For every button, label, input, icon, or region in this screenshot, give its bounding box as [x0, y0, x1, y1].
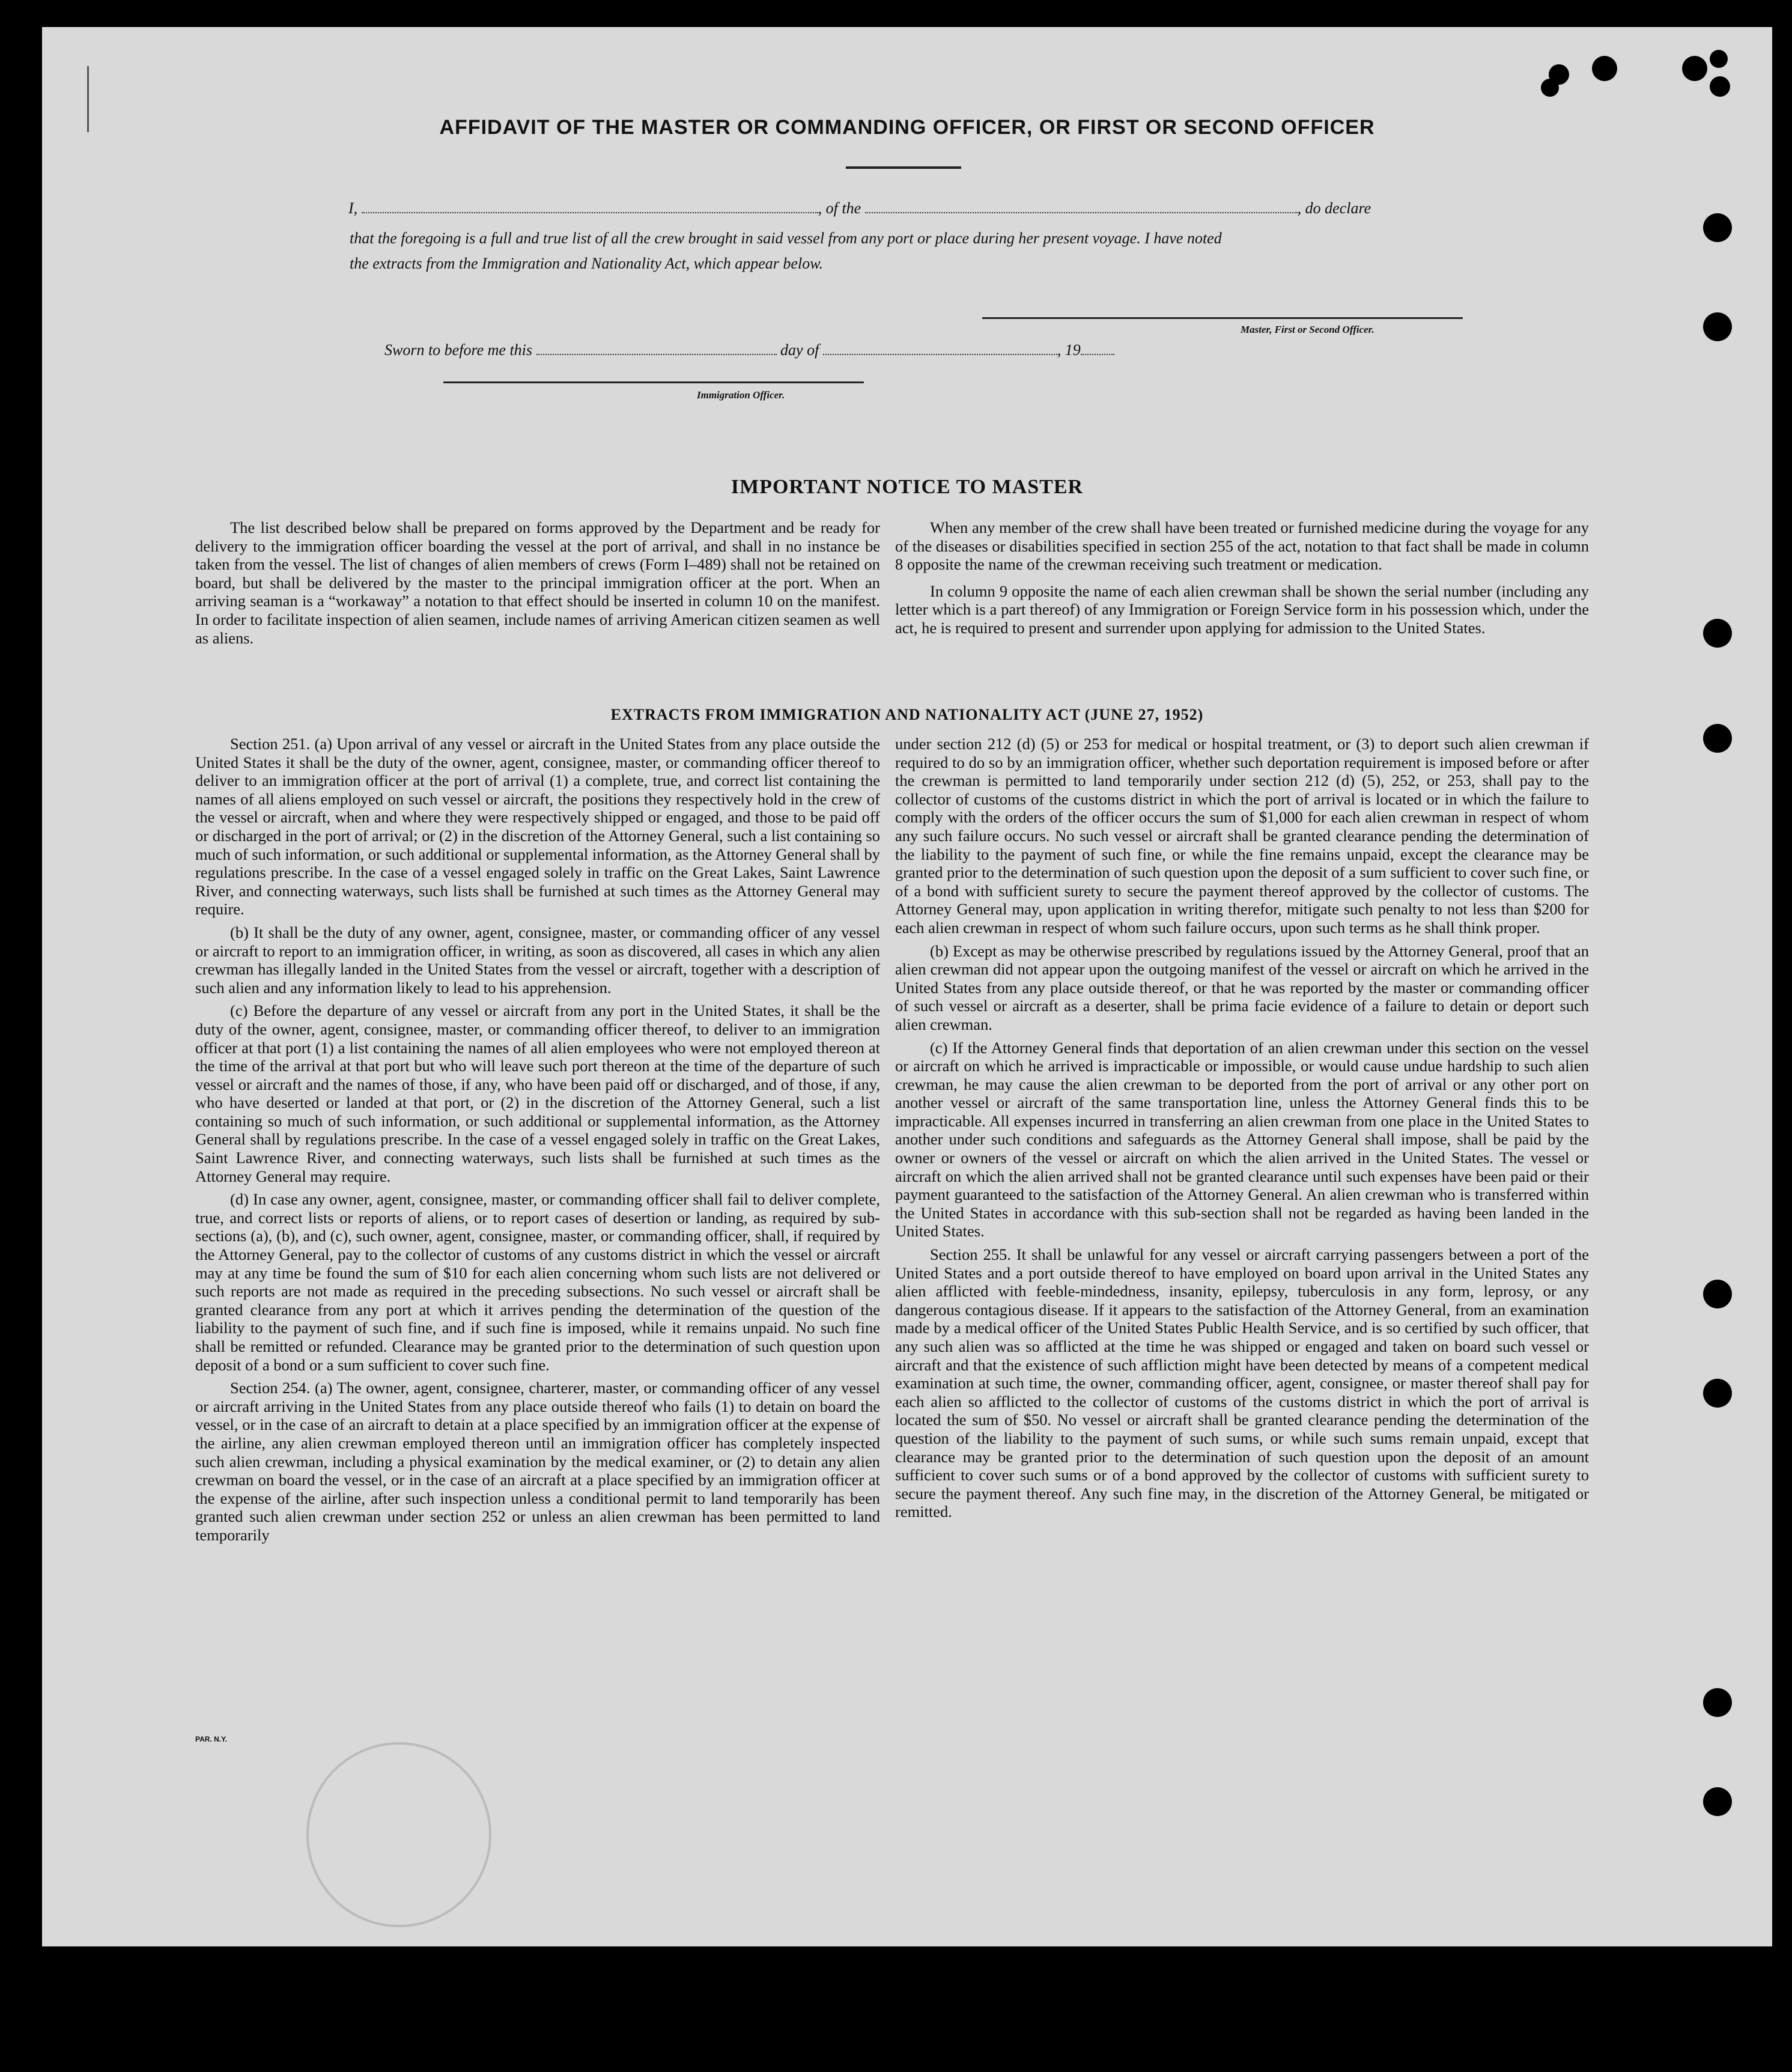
punch-hole	[1682, 56, 1707, 81]
name-field[interactable]	[362, 198, 818, 213]
sworn-month-field[interactable]	[823, 339, 1057, 355]
declaration-line-3: the extracts from the Immigration and Nationality Act, which appear below.	[350, 255, 824, 272]
declaration-prefix: I,	[348, 199, 358, 217]
notice-right-paragraph-2: In column 9 opposite the name of each alien crewman shall be shown the serial number (including any letter which is a part thereof) of any Immigration or Foreign Service form in his possession which, under the act, he is required to present and surrender upon applying for admission to the United States.	[895, 582, 1589, 637]
sworn-prefix: Sworn to before me this	[384, 341, 533, 359]
punch-hole	[1703, 213, 1732, 242]
affidavit-title: AFFIDAVIT OF THE MASTER OR COMMANDING OFFICER, OR FIRST OR SECOND OFFICER	[439, 116, 1375, 139]
extract-paragraph: (b) It shall be the duty of any owner, agent, consignee, master, or commanding officer of any vessel or aircraft to report to an immigration officer, in writing, as soon as discovered, all cases in which any alien crewman has illegally landed in the United States from the vessel or aircraft, together with a description of such alien and any information likely to lead to his apprehension.	[195, 923, 880, 997]
faint-stamp-seal	[306, 1742, 491, 1927]
punch-hole	[1703, 1280, 1732, 1308]
punch-hole	[1703, 1379, 1732, 1408]
declaration-do-declare: , do declare	[1297, 199, 1371, 217]
extract-paragraph: Section 251. (a) Upon arrival of any vessel or aircraft in the United States from any place outside the United States it shall be the duty of the owner, agent, consignee, master, or commanding officer thereof to deliver to an immigration officer at the port of arrival (1) a complete, true, and correct list containing the names of all aliens employed on such vessel or aircraft, the positions they respectively hold in the crew of the vessel or aircraft, when and where they were respectively shipped or engaged, and those to be paid off or discharged in the port of arrival; or (2) in the discretion of the Attorney General, such a list containing so much of such information, or such additional or supplemental information, as the Attorney General shall by regulations prescribe. In the case of a vessel engaged solely in traffic on the Great Lakes, Saint Lawrence River, and connecting waterways, such lists shall be furnished at such times as the Attorney General may require.	[195, 735, 880, 919]
notice-right-paragraph-1: When any member of the crew shall have been treated or furnished medicine during the voyage for any of the diseases or disabilities specified in section 255 of the act, notation to that fact shall be made in column 8 opposite the name of the crewman receiving such treatment or medication.	[895, 518, 1589, 574]
vessel-field[interactable]	[865, 198, 1298, 213]
notice-right-column	[895, 518, 1589, 642]
master-signature-label: Master, First or Second Officer.	[1241, 324, 1374, 335]
sworn-line	[384, 337, 1592, 363]
extracts-title: EXTRACTS FROM IMMIGRATION AND NATIONALITY ACT (JUNE 27, 1952)	[610, 706, 1204, 723]
punch-hole	[1710, 76, 1730, 97]
declaration-of-the: , of the	[818, 199, 861, 217]
extract-paragraph: Section 254. (a) The owner, agent, consignee, charterer, master, or commanding officer of any vessel or aircraft arriving in the United States from any place outside thereof who fails (1) to detain on board the vessel, or in the case of an aircraft to detain at a place specified by an immigration officer at the expense of the airline, any alien crewman employed thereon until an immigration officer has completely inspected such alien crewman, including a physical examination by the medical examiner, or (2) to detain any alien crewman on board the vessel, or in the case of an aircraft at a place specified by an immigration officer at the expense of the airline, after such inspection unless a conditional permit to land temporarily has been granted such alien crewman under section 252 or unless an alien crewman has been permitted to land temporarily	[195, 1379, 880, 1544]
sworn-year-field[interactable]	[1081, 339, 1114, 355]
extracts-right-column	[895, 735, 1589, 1526]
declaration-line-2: that the foregoing is a full and true list of all the crew brought in said vessel from any port or place during her present voyage. I have noted	[350, 229, 1222, 247]
punch-hole	[1703, 1787, 1732, 1816]
extract-paragraph: under section 212 (d) (5) or 253 for medical or hospital treatment, or (3) to deport such alien crewman if required to do so by an immigration officer, whether such deportation requirement is imposed before or after the crewman is permitted to land temporarily under section 212 (d) (5), 252, or 253, shall pay to the collector of customs of the customs district in which the port of arrival is located or in which the failure to comply with the orders of the officer occurs the sum of $1,000 for each alien crewman in respect of whom any such failure occurs. No such vessel or aircraft shall be granted clearance pending the determination of the liability to the payment of such fine, or while the fine remains unpaid, except the clearance may be granted prior to the determination of such question upon the deposit of a sum sufficient to cover such fine, or of a bond with sufficient surety to secure the payment thereof approved by the collector of customs. The Attorney General may, upon application in writing therefor, mitigate such penalty to not less than $200 for each alien crewman in respect of whom such failure occurs, upon such terms as he shall think proper.	[895, 735, 1589, 937]
punch-hole	[1592, 56, 1617, 81]
declaration-line-1	[348, 195, 1556, 222]
extract-paragraph: Section 255. It shall be unlawful for any vessel or aircraft carrying passengers between a port of the United States and a port outside thereof to have employed on board upon arrival in the United States any alien afflicted with feeble-mindedness, insanity, epilepsy, tuberculosis in any form, leprosy, or any dangerous contagious disease. If it appears to the satisfaction of the Attorney General, from an examination made by a medical officer of the United States Public Health Service, and is so certified by such officer, that any such alien was so afflicted at the time he was shipped or engaged and taken on board such vessel or aircraft and that the existence of such affliction might have been detected by means of a competent medical examination at such time, the owner, commanding officer, agent, consignee, or master thereof shall pay for each alien so afflicted to the collector of customs of the customs district in which the port of arrival is located the sum of $50. No vessel or aircraft shall be granted clearance pending the determination of the question of the liability to the payment of such sums, or while such sums remain unpaid, except that clearance may be granted prior to the determination of such question upon the deposit of an amount sufficient to cover such sums or of a bond approved by the collector of customs with sufficient surety to secure the payment thereof. Any such fine may, in the discretion of the Attorney General, be mitigated or remitted.	[895, 1245, 1589, 1521]
document-page	[42, 27, 1772, 1946]
extract-paragraph: (b) Except as may be otherwise prescribed by regulations issued by the Attorney General, proof that an alien crewman did not appear upon the outgoing manifest of the vessel or aircraft on which he arrived in the United States from any place outside thereof, or that he was reported by the master or commanding officer of such vessel or aircraft as a deserter, shall be prima facie evidence of a failure to detain or deport such alien crewman.	[895, 941, 1589, 1033]
punch-hole	[1703, 724, 1732, 753]
punch-hole	[1703, 619, 1732, 648]
punch-hole	[1541, 79, 1559, 97]
extracts-left-column	[195, 735, 880, 1549]
sworn-day-field[interactable]	[536, 339, 777, 355]
punch-hole	[1703, 1688, 1732, 1717]
sworn-day-of: day of	[780, 341, 819, 359]
notice-left-paragraph: The list described below shall be prepared on forms approved by the Department and be ready for delivery to the immigration officer boarding the vessel at the port of arrival, and shall in no instance be taken from the vessel. The list of changes of alien members of crews (Form I–489) shall not be retained on board, but shall be delivered by the master to the principal immigration officer at the port. When an arriving seaman is a “workaway” a notation to that effect should be inserted in column 10 on the manifest. In order to facilitate inspection of alien seamen, include names of arriving American citizen seamen as well as aliens.	[195, 518, 880, 647]
sworn-year-prefix: , 19	[1057, 341, 1081, 359]
extract-paragraph: (d) In case any owner, agent, consignee, master, or commanding officer shall fail to deliver complete, true, and correct lists or reports of aliens, or to report cases of desertion or landing, as required by sub-sections (a), (b), and (c), such owner, agent, consignee, master, or commanding officer, shall, if required by the Attorney General, pay to the collector of customs of any customs district in which the vessel or aircraft may at any time be found the sum of $10 for each alien concerning whom such lists are not delivered or such reports are not made as required in the preceding subsections. No such vessel or aircraft shall be granted clearance from any port at which it arrives pending the determination of the question of the liability to the payment of such fine, and if such fine is imposed, while it remains unpaid. No such fine shall be remitted or refunded. Clearance may be granted prior to the determination of such question upon deposit of a bond or a sum sufficient to cover such fine.	[195, 1190, 880, 1374]
notice-title: IMPORTANT NOTICE TO MASTER	[730, 476, 1084, 498]
extract-paragraph: (c) Before the departure of any vessel or aircraft from any port in the United States, it shall be the duty of the owner, agent, consignee, master, or commanding officer thereof, to deliver to an immigration officer at that port (1) a list containing the names of all alien employees who were not employed thereon at the time of the arrival at that port but who will leave such port thereon at the time of the departure of such vessel or aircraft and the names of those, if any, who have been paid off or discharged, and of those, if any, who have deserted or landed at that port, or (2) in the discretion of the Attorney General, such a list containing so much of such information, or such additional or supplemental information, as the Attorney General shall by regulations prescribe. In the case of a vessel engaged solely in traffic on the Great Lakes, Saint Lawrence River, and connecting waterways, such lists shall be furnished at such times as the Attorney General may require.	[195, 1001, 880, 1185]
master-signature-line[interactable]	[982, 317, 1463, 319]
immigration-officer-signature-line[interactable]	[443, 381, 864, 383]
notice-left-column	[195, 518, 880, 652]
printer-mark: PAR. N.Y.	[195, 1735, 228, 1743]
punch-hole	[1710, 50, 1728, 68]
immigration-officer-label: Immigration Officer.	[697, 389, 785, 401]
title-rule	[846, 166, 961, 169]
punch-hole	[1703, 312, 1732, 341]
extract-paragraph: (c) If the Attorney General finds that deportation of an alien crewman under this section on the vessel or aircraft on which he arrived is impracticable or impossible, or would cause undue hardship to such alien crewman, he may cause the alien crewman to be deported from the port of arrival or any other port on another vessel or aircraft of the same transportation line, unless the Attorney General finds this to be impracticable. All expenses incurred in transferring an alien crewman from one place in the United States to another under such conditions and safeguards as the Attorney General shall impose, shall be paid by the owner or owners of the vessel or aircraft on which the alien arrived in the United States. The vessel or aircraft on which the alien arrived shall not be granted clearance until such expenses have been paid or their payment guaranteed to the satisfaction of the Attorney General. An alien crewman who is transferred within the United States in accordance with this sub-section shall not be regarded as having been landed in the United States.	[895, 1038, 1589, 1241]
